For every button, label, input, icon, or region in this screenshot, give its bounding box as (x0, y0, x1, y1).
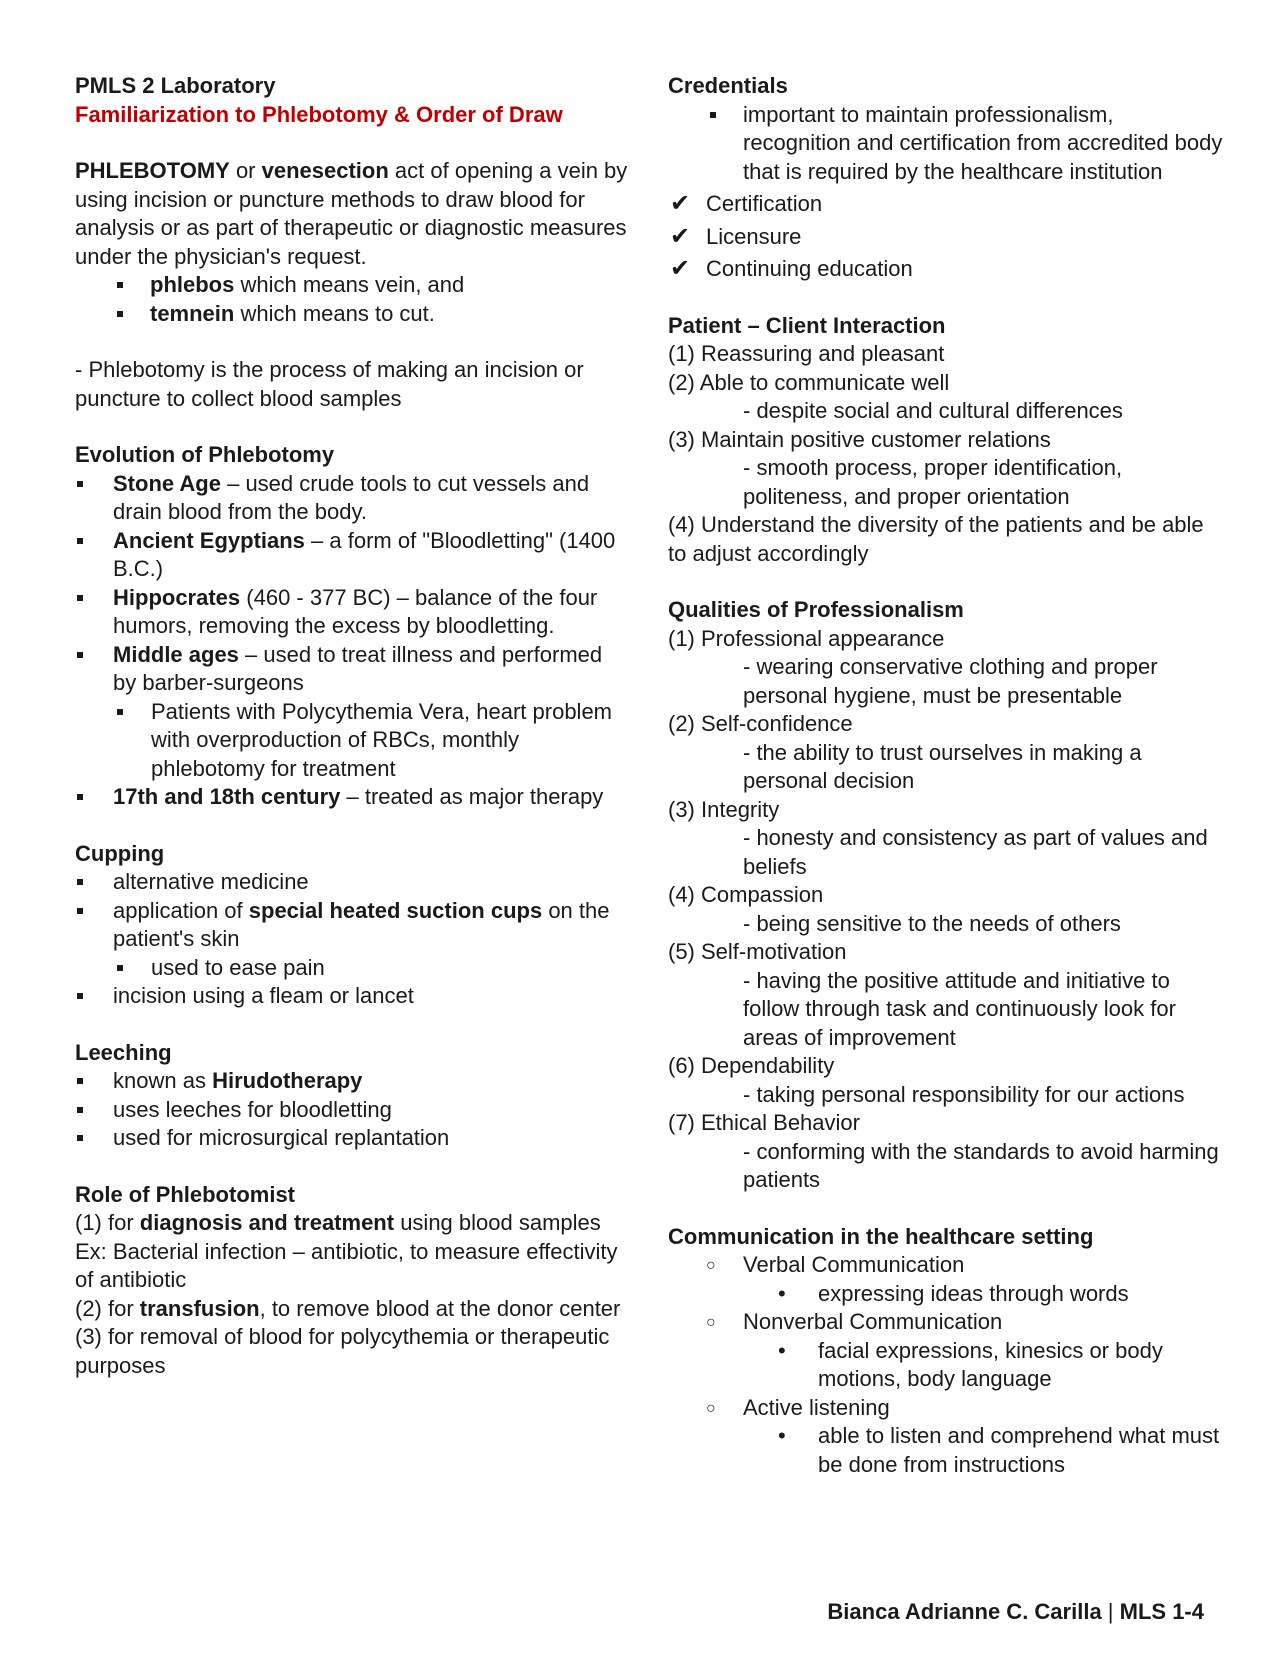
communication-list (668, 1308, 1223, 1337)
list-item: Middle ages – used to treat illness and performed by barber-surgeons Patients with Polycythemia Vera, heart problem with overproduction of RBCs, monthly phlebotomy for treatment (75, 641, 630, 784)
section-heading-communication: Communication in the healthcare setting (668, 1223, 1094, 1249)
author-name: Bianca Adrianne C. Carilla (827, 1599, 1102, 1624)
circle-bullet-icon: ○ (706, 1399, 716, 1417)
communication-list (668, 1394, 1223, 1423)
sub-list (113, 954, 630, 983)
evolution-list (75, 470, 630, 812)
quality-desc: - honesty and consistency as part of values and beliefs (743, 825, 1208, 879)
list-item: incision using a fleam or lancet (75, 982, 630, 1011)
right-column (668, 72, 1223, 1479)
list-item: application of special heated suction cups on the patient's skin used to ease pain (75, 897, 630, 983)
section-heading-role: Role of Phlebotomist (75, 1181, 295, 1207)
course-title: PMLS 2 Laboratory (75, 73, 276, 98)
sub-list (113, 698, 630, 784)
section-heading-credentials: Credentials (668, 73, 788, 98)
checkmark-icon: ✔ (670, 190, 691, 217)
quality-title: (2) Self-confidence (668, 711, 853, 736)
document-title: Familiarization to Phlebotomy & Order of Draw (75, 101, 563, 127)
cupping-list (75, 868, 630, 1011)
interaction-item: (4) Understand the diversity of the patients and be able to adjust accordingly (668, 512, 1204, 566)
list-item: ✔ Certification (670, 190, 823, 217)
interaction-detail: - smooth process, proper identification, politeness, and proper orientation (743, 455, 1123, 509)
list-item: Hippocrates (460 - 377 BC) – balance of the four humors, removing the excess by bloodletting. (75, 584, 630, 641)
phlebotomy-definition: PHLEBOTOMY or venesection act of opening a vein by using incision or puncture methods to draw blood for analysis or as part of therapeutic or diagnostic measures under the physician's request. (75, 158, 628, 269)
page-footer: Bianca Adrianne C. Carilla | MLS 1-4 (827, 1599, 1204, 1624)
dot-bullet-icon: • (778, 1337, 786, 1363)
section-heading-qualities: Qualities of Professionalism (668, 597, 964, 622)
dot-bullet-icon: • (778, 1423, 786, 1448)
list-item: ✔ Licensure (670, 222, 802, 250)
section-heading-cupping: Cupping (75, 840, 165, 866)
communication-list (668, 1251, 1223, 1280)
list-item: used for microsurgical replantation (75, 1124, 630, 1153)
circle-bullet-icon: ○ (706, 1314, 716, 1331)
section-heading-evolution: Evolution of Phlebotomy (75, 442, 335, 467)
quality-desc: - wearing conservative clothing and proper personal hygiene, must be presentable (743, 654, 1158, 708)
phlebotomy-note: - Phlebotomy is the process of making an incision or puncture to collect blood samples (75, 357, 584, 411)
word-roots-list (75, 271, 630, 328)
role-item-2: (2) for transfusion, to remove blood at the donor center (75, 1295, 621, 1321)
quality-desc: - taking personal responsibility for our actions (743, 1081, 1185, 1107)
list-item: known as Hirudotherapy (75, 1067, 630, 1096)
list-item: • expressing ideas through words (668, 1280, 1223, 1309)
quality-title: (1) Professional appearance (668, 625, 945, 651)
quality-title: (6) Dependability (668, 1053, 835, 1078)
list-item: ○ Active listening (668, 1394, 1223, 1423)
class-section: MLS 1-4 (1119, 1599, 1204, 1624)
communication-sub-list (668, 1422, 1223, 1479)
credentials-checklist (668, 190, 1223, 284)
list-item: 17th and 18th century – treated as major therapy (75, 783, 630, 812)
quality-title: (7) Ethical Behavior (668, 1110, 860, 1135)
list-item: uses leeches for bloodletting (75, 1096, 630, 1125)
section-heading-interaction: Patient – Client Interaction (668, 312, 946, 338)
dot-bullet-icon: • (778, 1280, 786, 1306)
list-item: temnein which means to cut. (75, 300, 630, 329)
quality-desc: - conforming with the standards to avoid harming patients (743, 1138, 1219, 1192)
list-item: important to maintain professionalism, recognition and certification from accredited body that is required by the healthcare institution (668, 101, 1223, 187)
quality-desc: - the ability to trust ourselves in making a personal decision (743, 739, 1142, 793)
interaction-item: (2) Able to communicate well (668, 369, 950, 395)
quality-desc: - being sensitive to the needs of others (743, 910, 1121, 936)
role-item-3: (3) for removal of blood for polycythemia or therapeutic purposes (75, 1324, 610, 1378)
interaction-item: (3) Maintain positive customer relations (668, 426, 1051, 452)
list-item: Stone Age – used crude tools to cut vessels and drain blood from the body. (75, 470, 630, 527)
list-item: alternative medicine (75, 868, 630, 897)
interaction-detail: - despite social and cultural differences (743, 398, 1123, 423)
list-item: used to ease pain (113, 954, 630, 983)
circle-bullet-icon: ○ (706, 1257, 716, 1274)
list-item: ○ Nonverbal Communication (668, 1308, 1223, 1337)
list-item: Ancient Egyptians – a form of "Bloodletting" (1400 B.C.) (75, 527, 630, 584)
credentials-list (668, 101, 1223, 187)
quality-title: (3) Integrity (668, 796, 780, 822)
checkmark-icon: ✔ (670, 222, 691, 250)
role-item-1: (1) for diagnosis and treatment using blood samples (75, 1210, 601, 1235)
list-item: ○ Verbal Communication (668, 1251, 1223, 1280)
checkmark-icon: ✔ (670, 255, 691, 282)
list-item: ✔ Continuing education (670, 255, 913, 282)
communication-sub-list (668, 1337, 1223, 1394)
list-item: Patients with Polycythemia Vera, heart problem with overproduction of RBCs, monthly phlebotomy for treatment (113, 698, 630, 784)
communication-sub-list (668, 1280, 1223, 1309)
interaction-item: (1) Reassuring and pleasant (668, 341, 945, 366)
role-example: Ex: Bacterial infection – antibiotic, to measure effectivity of antibiotic (75, 1238, 618, 1292)
quality-title: (4) Compassion (668, 882, 824, 907)
leeching-list (75, 1067, 630, 1153)
section-heading-leeching: Leeching (75, 1039, 172, 1065)
left-column (75, 72, 630, 1380)
quality-title: (5) Self-motivation (668, 939, 847, 964)
quality-desc: - having the positive attitude and initiative to follow through task and continuously look for areas of improvement (743, 967, 1176, 1050)
list-item: • facial expressions, kinesics or body motions, body language (778, 1337, 1163, 1391)
list-item: • able to listen and comprehend what must be done from instructions (778, 1423, 1220, 1477)
list-item: phlebos which means vein, and (75, 271, 630, 300)
